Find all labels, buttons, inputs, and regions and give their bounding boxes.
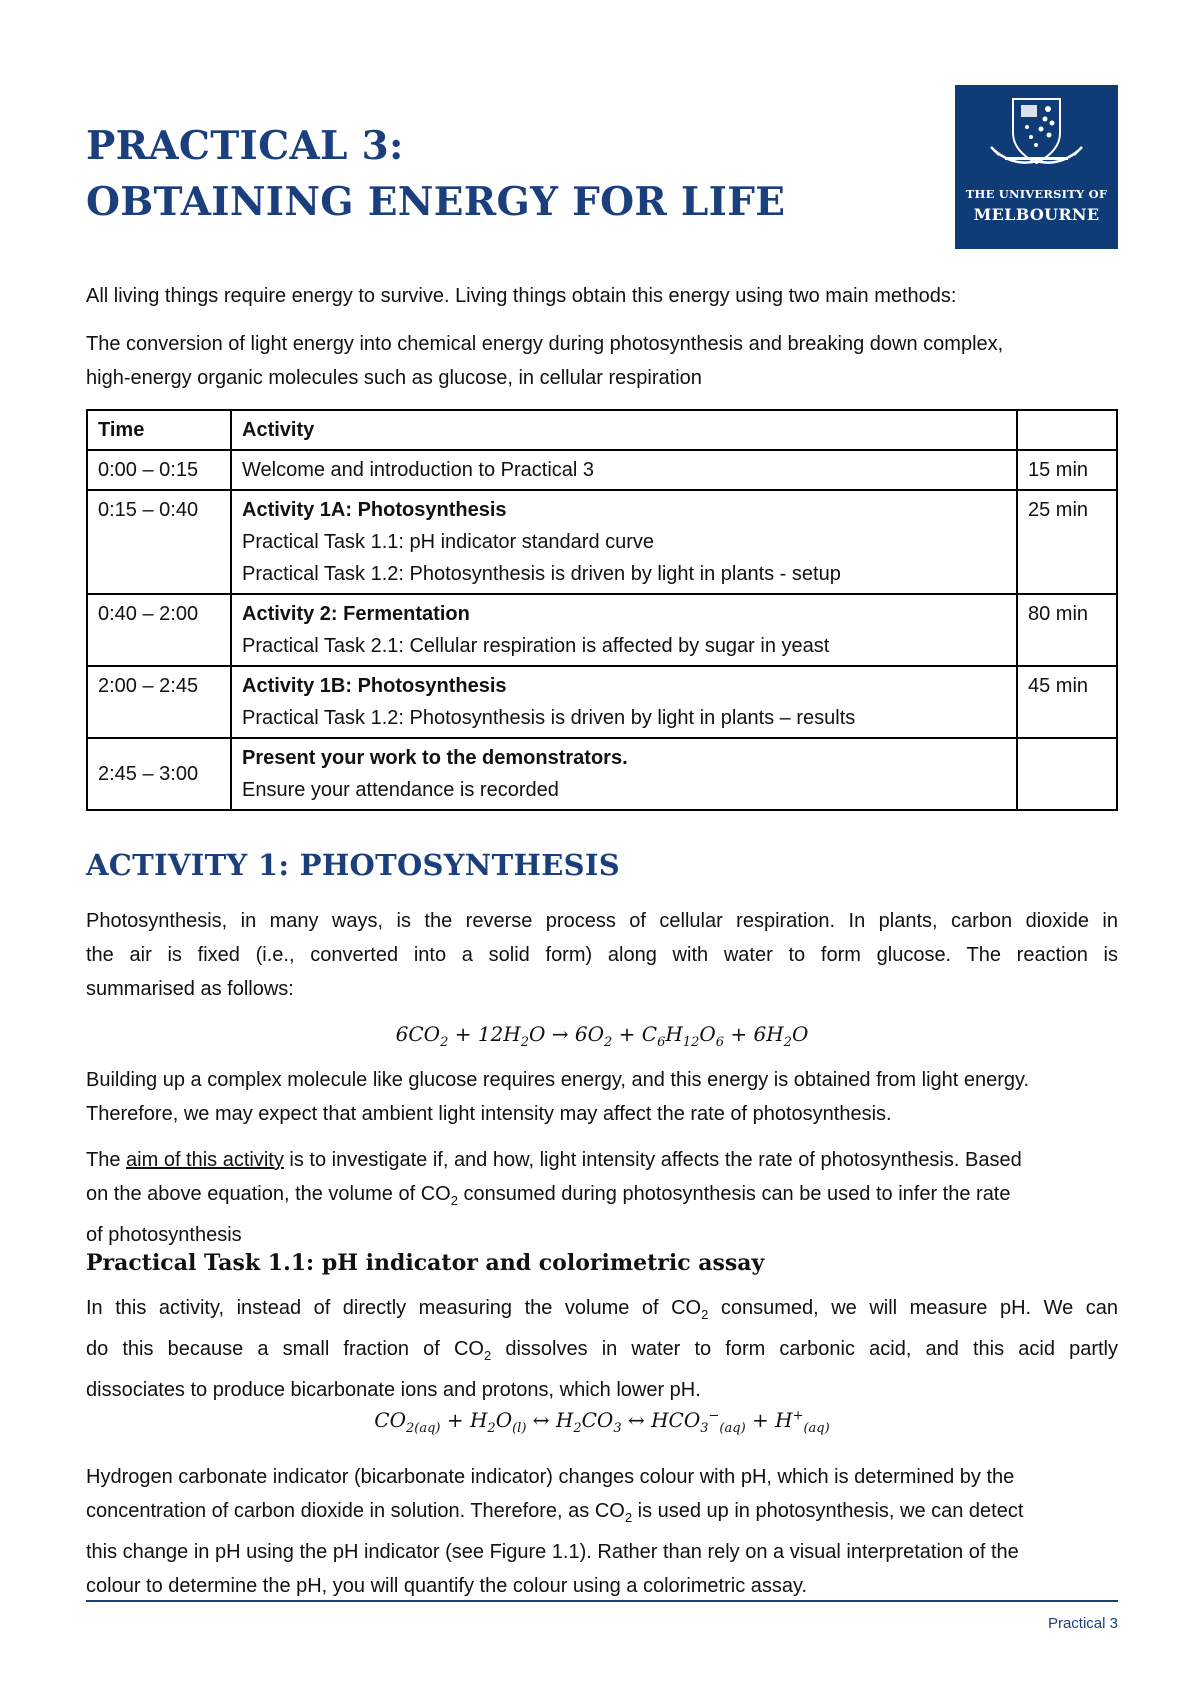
eq-term: + C — [612, 1022, 658, 1046]
eq-subscript: 3 — [613, 1421, 622, 1436]
row-time: 2:00 – 2:45 — [87, 666, 231, 738]
task11-paragraph-1 — [86, 1291, 1118, 1407]
task11-paragraph-2 — [86, 1460, 1118, 1603]
row-activity-title: Activity 2: Fermentation — [242, 603, 470, 625]
title-line-2: OBTAINING ENERGY FOR LIFE — [86, 179, 786, 225]
eq-term: ↔ HCO — [621, 1408, 701, 1432]
paragraph-line — [86, 1143, 1118, 1177]
logo-text-line1: THE UNIVERSITY OF — [965, 187, 1108, 201]
activity1-paragraph-3 — [86, 1143, 1118, 1252]
eq-superscript: + — [792, 1408, 804, 1424]
activity1-paragraph-2 — [86, 1063, 1118, 1131]
footer-label: Practical 3 — [1047, 1615, 1118, 1632]
row-activity-title: Welcome and introduction to Practical 3 — [242, 459, 595, 481]
intro-paragraph-1: All living things require energy to survive. Living things obtain this energy using two main methods: — [86, 285, 957, 307]
text-span: is to investigate if, and how, light intensity affects the rate of photosynthesis. Based — [283, 1149, 1022, 1171]
paragraph-line: the air is fixed (i.e., converted into a solid form) along with water to form glucose. The reaction is — [86, 944, 1118, 966]
paragraph-line: Photosynthesis, in many ways, is the reverse process of cellular respiration. In plants, carbon dioxide in — [86, 910, 1118, 932]
equation-carbonic-acid — [86, 1408, 1118, 1436]
eq-superscript: − — [708, 1408, 720, 1424]
equation-photosynthesis — [86, 1022, 1118, 1050]
row-time: 2:45 – 3:00 — [87, 738, 231, 810]
header-time: Time — [87, 410, 231, 450]
header-duration — [1017, 410, 1117, 450]
table-row — [87, 490, 1117, 594]
text-span: In this activity, instead of directly measuring the volume of CO — [86, 1297, 702, 1319]
row-activity-title: Present your work to the demonstrators. — [242, 747, 628, 769]
row-activity-title: Activity 1B: Photosynthesis — [242, 675, 507, 697]
university-logo — [955, 85, 1118, 249]
eq-term: O — [495, 1408, 513, 1432]
eq-subscript: 2 — [520, 1035, 529, 1050]
paragraph-line: Therefore, we may expect that ambient light intensity may affect the rate of photosynthesis. — [86, 1103, 892, 1125]
row-activity — [231, 738, 1017, 810]
eq-term: + 6H — [724, 1022, 784, 1046]
text-span: concentration of carbon dioxide in solution. Therefore, as CO — [86, 1500, 625, 1522]
eq-term: O → 6O — [529, 1022, 604, 1046]
eq-subscript: 3 — [700, 1421, 709, 1436]
eq-term: ↔ H — [526, 1408, 574, 1432]
eq-subscript: 6 — [657, 1035, 666, 1050]
subscript: 2 — [483, 1348, 492, 1363]
paragraph-line — [86, 1177, 1118, 1218]
eq-subscript: 12 — [682, 1035, 700, 1050]
section-heading-activity1: ACTIVITY 1: PHOTOSYNTHESIS — [86, 848, 620, 882]
table-row — [87, 594, 1117, 666]
row-task: Practical Task 1.1: pH indicator standard curve — [242, 531, 655, 553]
page-title — [86, 118, 926, 230]
text-span: consumed during photosynthesis can be used to infer the rate — [457, 1183, 1011, 1205]
table-row — [87, 666, 1117, 738]
row-activity — [231, 490, 1017, 594]
row-activity — [231, 594, 1017, 666]
row-time: 0:40 – 2:00 — [87, 594, 231, 666]
logo-text-line2: MELBOURNE — [973, 205, 1100, 224]
paragraph-line — [86, 1291, 1118, 1332]
eq-term: CO — [581, 1408, 614, 1432]
paragraph-line: Building up a complex molecule like glucose requires energy, and this energy is obtained from light energy. — [86, 1069, 1030, 1091]
crest-icon — [955, 85, 1118, 185]
eq-subscript: (aq) — [719, 1421, 746, 1436]
title-line-1: PRACTICAL 3: — [86, 123, 404, 169]
eq-term: + H — [440, 1408, 488, 1432]
table-row — [87, 738, 1117, 810]
activity1-paragraph-1 — [86, 904, 1118, 1006]
eq-term: O — [791, 1022, 809, 1046]
row-task: Practical Task 2.1: Cellular respiration is affected by sugar in yeast — [242, 635, 830, 657]
intro-paragraph-2-line2: high-energy organic molecules such as glucose, in cellular respiration — [86, 367, 702, 389]
schedule-table — [86, 409, 1118, 811]
aim-underlined-text: aim of this activity — [126, 1149, 284, 1171]
paragraph-line: colour to determine the pH, you will quantify the colour using a colorimetric assay. — [86, 1575, 808, 1597]
eq-subscript: (l) — [512, 1421, 527, 1436]
subscript: 2 — [624, 1510, 633, 1525]
table-row — [87, 450, 1117, 490]
section-heading-task-1-1: Practical Task 1.1: pH indicator and colorimetric assay — [86, 1250, 765, 1276]
row-duration: 45 min — [1017, 666, 1117, 738]
row-duration: 80 min — [1017, 594, 1117, 666]
row-activity — [231, 666, 1017, 738]
eq-subscript: 2 — [604, 1035, 613, 1050]
eq-term: O — [699, 1022, 716, 1046]
footer-divider — [86, 1600, 1118, 1602]
text-span: The — [86, 1149, 127, 1171]
subscript: 2 — [701, 1307, 709, 1322]
eq-term: + 12H — [448, 1022, 521, 1046]
paragraph-line: of photosynthesis — [86, 1224, 242, 1246]
intro-paragraph-2-line1: The conversion of light energy into chemical energy during photosynthesis and breaking down complex, — [86, 333, 1004, 355]
row-task: Practical Task 1.2: Photosynthesis is driven by light in plants – results — [242, 707, 856, 729]
row-duration: 25 min — [1017, 490, 1117, 594]
text-span: do this because a small fraction of CO — [86, 1338, 484, 1360]
eq-term: H — [665, 1022, 683, 1046]
eq-subscript: (aq) — [803, 1421, 830, 1436]
subscript: 2 — [450, 1193, 458, 1208]
text-span: on the above equation, the volume of CO — [86, 1183, 451, 1205]
table-header-row — [87, 410, 1117, 450]
text-span: is used up in photosynthesis, we can detect — [632, 1500, 1024, 1522]
text-span: consumed, we will measure pH. We can — [708, 1297, 1119, 1319]
row-activity-title: Activity 1A: Photosynthesis — [242, 499, 507, 521]
paragraph-line: summarised as follows: — [86, 978, 294, 1000]
row-time: 0:15 – 0:40 — [87, 490, 231, 594]
intro-paragraph-2 — [86, 327, 1118, 395]
row-task: Ensure your attendance is recorded — [242, 779, 559, 801]
paragraph-line — [86, 1332, 1118, 1373]
row-duration — [1017, 738, 1117, 810]
row-time: 0:00 – 0:15 — [87, 450, 231, 490]
eq-subscript: 2 — [783, 1035, 792, 1050]
eq-term: CO — [374, 1408, 406, 1432]
eq-subscript: 2 — [573, 1421, 582, 1436]
eq-subscript: 2 — [440, 1035, 449, 1050]
paragraph-line: this change in pH using the pH indicator (see Figure 1.1). Rather than rely on a visual interpretation of the — [86, 1541, 1019, 1563]
eq-subscript: 2(aq) — [406, 1421, 441, 1436]
eq-subscript: 6 — [715, 1035, 725, 1050]
eq-subscript: 2 — [487, 1421, 496, 1436]
row-activity — [231, 450, 1017, 490]
paragraph-line: dissociates to produce bicarbonate ions and protons, which lower pH. — [86, 1379, 701, 1401]
row-duration: 15 min — [1017, 450, 1117, 490]
row-task: Practical Task 1.2: Photosynthesis is driven by light in plants - setup — [242, 563, 841, 585]
text-span: dissolves in water to form carbonic acid, and this acid partly — [491, 1338, 1118, 1360]
eq-term: + H — [745, 1408, 793, 1432]
paragraph-line — [86, 1494, 1118, 1535]
eq-term: 6CO — [395, 1022, 441, 1046]
paragraph-line: Hydrogen carbonate indicator (bicarbonate indicator) changes colour with pH, which is determined by the — [86, 1466, 1015, 1488]
header-activity: Activity — [231, 410, 1017, 450]
